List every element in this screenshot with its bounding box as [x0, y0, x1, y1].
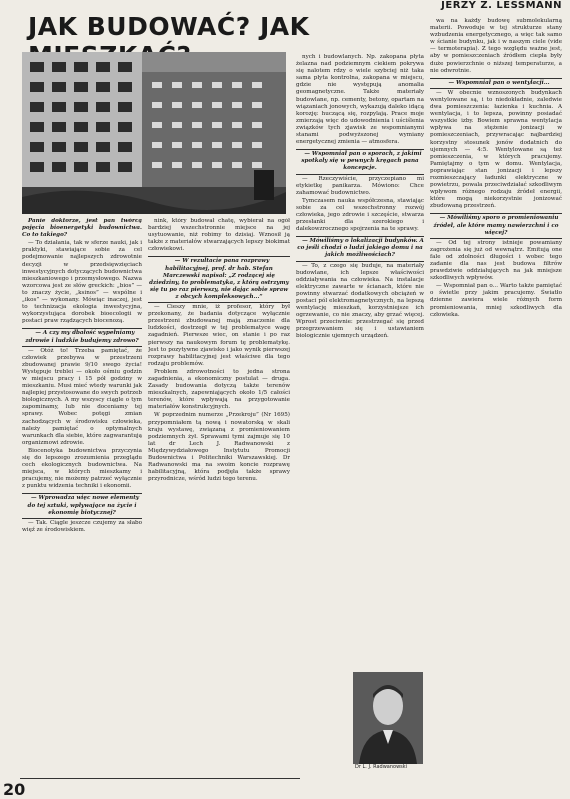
paragraph: — Od tej strony istnieje powamiany zagrożenia się już od wewnątrz. Emitują one fale od zdolności długości i wobec tego zadanie dla nas jest budowa filtrów prawdziwie oddziałujących na jak mniejsze szkodliwych wpływów. — [430, 239, 562, 282]
intro-question: Panie doktorze, jest pan twórcą pojęcia bioenergetyki budownictwa. Co to takiego? — [22, 218, 142, 239]
interview-question: — W rezultacie pana rozprawy habilitacyjnej, prof. dr hab. Stefan Marczewski napisał: „Z rodzącej się dziedziny, to problematyka, z którą ostrzymy się tu po raz pierwszy, nie dając sobie spraw z obcych kompleksowych...” — [148, 256, 290, 303]
interview-question: — Mówiliśmy sporo o promieniowaniu źródeł, ale które mamy nawierzchni i co więcej? — [430, 213, 562, 238]
paragraph: — Rzeczywiście, przyczepiano mi etykietkę panikarza. Mówiono: Chce zahamować budownictwo. — [296, 175, 424, 196]
interview-question: — Wspomniał pan o sporach, z jakimi spotkały się w pewnych kręgach pana koncepcje. — [296, 149, 424, 174]
paragraph: Problem zdrowotności to jedna strona zagadnienia, a ekonomiczny postulat — druga. Zasady budowania dotyczą także terenów mieszkalnych, zapewniających około 1/5 całości terenów, które wpływają na przygotowanie materiałów konstrukcyjnych. — [148, 368, 290, 411]
paragraph: W poprzednim numerze „Przekroju” (Nr 1695) przypomniałem tą nową i nowatorską w skali kraju wystawę, związaną z promieniowaniem podziemnych żył. Sprawami tymi zajmuje się 10 lat dr Lech J. Radwanowski z Międzywydziałowego Instytutu Promocji Budownictwa i Politechniki Warszawskiej. Dr Radwanowski ma na swoim koncie rozprawę habilitacyjną, która podjęła także sprawy przyrodnicze, wśród ludzi tego terenu. — [148, 412, 290, 483]
paragraph: — Otóż to! Trzeba pamiętać, że człowiek przebywa w przestrzeni zbudowanej prawie 9/10 swego życia! Występuje treblei — około ośmiu godzin w miejscu pracy i 15 pół godziny w mieszkaniu. Musi mieć wtedy warunki jak najlepiej przystosowane do swych potrzeb biologicznych. A my wszyscy ciągle o tym zapominamy, lub nie doceniamy tej sprawy. Wobec potęgi zmian zachodzących w środowisku człowieka, należy pamiętać o optymalnych warunkach dla siebie, które zagwarantują organizmowi zdrowie. — [22, 347, 142, 446]
paragraph: Tymczasem nauka współczesna, stawiając sobie za cel wszechstronny rozwój człowieka, jego zdrowie i szczęście, stwarza przesłanki dla szerokiego i dalekowzrocznego spojrzenia na te sprawy. — [296, 197, 424, 233]
paragraph: wa na każdy budowę submolekularną materii. Powoduje w tej strukturze stany wzbudzenia energetycznego, a więc tak samo w ścianie budynku, jak i w naszym ciele (vide — termoterapia). Z tego względu ważne jest, aby w pomieszczeniach źródłem ciepła były duże powierzchnie o niższej temperaturze, a nie odwrotnie. — [430, 18, 562, 74]
interview-question: — A czy my dbałość wypełniamy zdrowie i ludzkie budujemy zdrowo? — [22, 328, 142, 346]
building-photo — [22, 52, 286, 214]
portrait-caption: Dr L. J. Radwanowski — [355, 764, 408, 770]
paragraph: — Cieszy mnie, iż profesor, który był przekonany, że badania dotyczące wyłącznie przestrzeni zbudowanej mają znaczenie dla ludzkości, dostrzegł w tej problematyce wagę zagadnień. Pierwsze wiec, on stanie i po raz pierwszy na naukowym forum tę problematykę. Jest to pozytywne zjawisko i jako wynik pierwszej rozprawy habilitacyjnej jest właściwe dla tego rodzaju problemów. — [148, 304, 290, 367]
paragraph: — Tak. Ciągle jeszcze czujemy za słabo więź ze środowiskiem. — [22, 519, 142, 533]
divider — [20, 778, 300, 779]
paragraph: nych i budowlanych. Np. zakopana płyta żelazna nad podziemnym ciekiem pokrywa się nalotem rdzy o wiele szybciej niż taka sama płyta kontrolna, zakopana w miejscu, gdzie nie występują anomalia geomagnetyczne. Także materiały budowlane, np. cementy, betony, opartam na wiązaniach jonowych, wykazują daleko idącą korozję: huczącą się, rozpylają. Prace moje zmierzają więc do udowodnienia i uściślenia związków tych zjawisk ze wspomnianymi stanami podwyższonej wymiany energetycznej zmienia — atmosfera. — [296, 54, 424, 146]
paragraph: Biocenotyka budownictwa przyczynia się do lepszego zrozumienia przeglądu cech ekologicznych budownictwa. Na miejsca, w których mieszkamy i pracujemy, nie możemy patrzeć wyłącznie z punktu widzenia techniki i ekonomii. — [22, 447, 142, 490]
author-portrait — [353, 672, 423, 764]
paragraph: nink, który budował chatę, wybierał na ogół bardziej wszechstronnie miejsce na jej usytuowanie, niż robimy to dzisiaj. Wznosił ją także z materiałów stwarzających lepszy biokimat człowiekowi. — [148, 218, 290, 253]
paragraph: — To, z czego się buduje, na materiały budowlane, ich lepsze właściwości oddziaływania na człowieka. Na instalacje elektryczne zawarte w ścianach, które nie powinny stwarzać dodatkowych obciążeń w postaci pól elektromagnetycznych, na lepszą wentylację mieszkań, korzystniejsze ich ogrzewanie, co nie znaczy, aby grzać więcej. Wprost przeciwnie: przestrzegać się przed przegrzewaniem się i ustawianiem biologicznie ujemnych urządzeń. — [296, 262, 424, 340]
interview-question: — Wspomniał pan o wentylacji... — [430, 78, 562, 89]
interview-question: — Wprowadza więc nowe elementy do tej sztuki, wpływające na życie i ekonomię biotycznej? — [22, 493, 142, 518]
column-4 — [430, 18, 562, 778]
paragraph: — W obecnie wznoszonych budynkach wentylowane są, i to niedokładnie, zaledwie dwa pomieszczenia: łazienka i kuchnia. A wentylacja, i to lepsza, powinny posiadać wszystkie izby. Bowiem sprawna wentylacja wpływa na stężenie jonizacji w pomieszczeniach, przywracając najbardziej korzystny stosunek jonów dodatnich do ujemnych — 4:5. Wentylowane są też pomieszczenia, w których pracujemy. Pamiętajmy o tym w domu. Wentylacja, poprawiając stan jonizacji i lepszy rozmieszczający ładunki elektryczne w powietrzu, powala przeciwdziałać szkodliwym wpływom różnego rodzaju źródeł energii, które mogą niekorzystnie jonizować zbudowaną przestrzeń. — [430, 89, 562, 210]
paragraph: — Wspomniał pan o... Warto także pamiętać o świetle przy jakim pracujemy. Światło dzienne zawiera wiele różnych form promieniowania, mniej szkodliwych dla człowieka. — [430, 283, 562, 318]
apartment-blocks-image — [22, 52, 286, 214]
page-number: 20 — [3, 780, 26, 799]
article-title: JAK BUDOWAĆ? JAK — [28, 12, 310, 41]
paragraph: — To działania, tak w sferze nauki, jak i praktyki, stawiające sobie za cel podejmowanie najlepszych zdrowotnie decyzji w przedsięwzięciach inwestycyjnych dotyczących budownictwa mieszkaniowego i przemysłowego. Nazwa wzorcowa jest ze słów greckich: „bios” — to znaczy życie, „ksinos” — wspólne i „ikos” — wykonany. Mówiąc inaczej, jest to technizacja ekologia inwestycyjna, wykorzystująca dorobek bioecologii w postaci praw rządzących biocenozą. — [22, 240, 142, 325]
interview-question: — Mówiliśmy o lokalizacji budynków. A co jeśli chodzi o ludzi jakiego domu i na jakich możliwościach? — [296, 236, 424, 261]
portrait-image — [353, 672, 423, 764]
column-1 — [22, 218, 142, 778]
column-2 — [148, 218, 290, 778]
column-3 — [296, 54, 424, 669]
author-byline: JERZY Z. LESSMANN — [441, 0, 562, 11]
